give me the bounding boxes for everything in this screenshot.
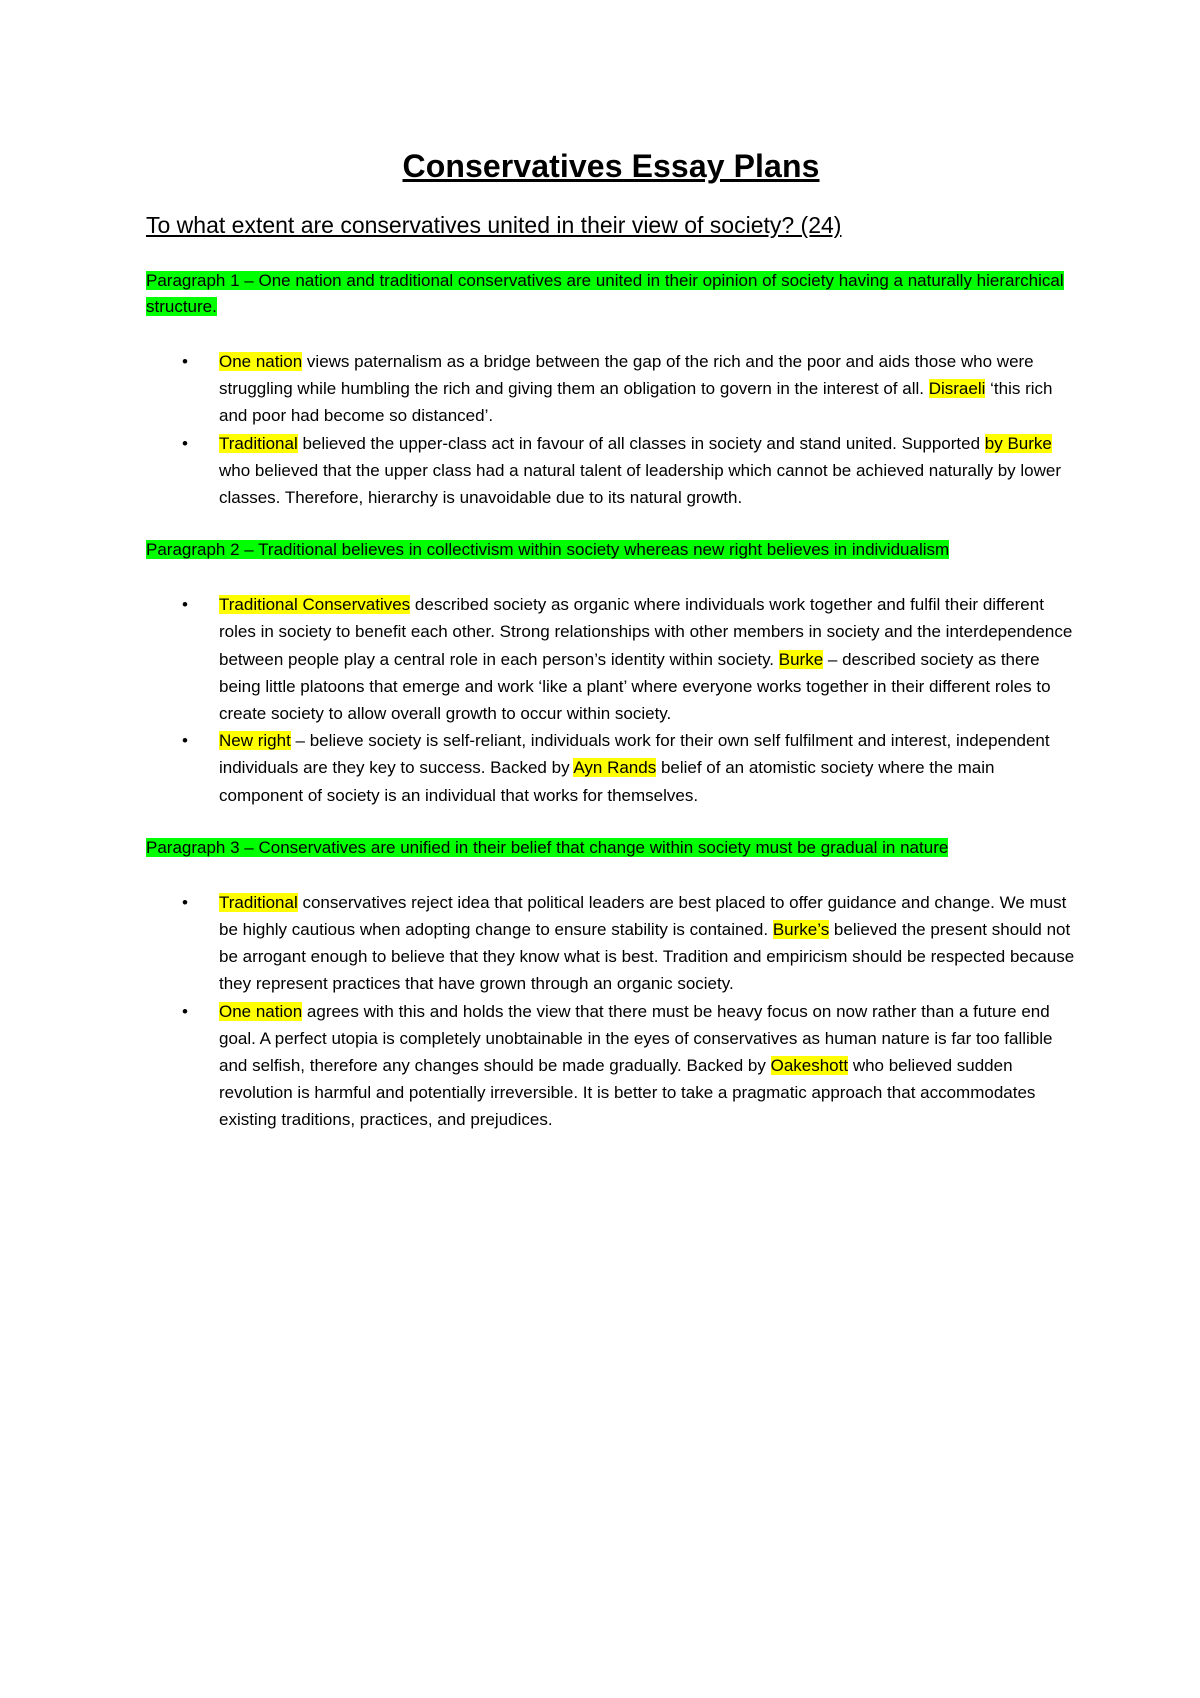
paragraph-heading <box>146 268 1076 320</box>
essay-paragraphs <box>146 268 1076 1134</box>
paragraph-heading-text: Paragraph 2 – Traditional believes in collectivism within society whereas new right believes in individualism <box>146 540 950 560</box>
bullet-point <box>146 889 1076 998</box>
highlighted-keyword: Traditional <box>219 892 298 912</box>
bullet-point <box>146 348 1076 430</box>
bullet-icon: • <box>182 1001 188 1021</box>
bullet-text: believed the present should not be arrogant enough to believe that they know what is best. Tradition and empiricism should be respected because they represent practices that have grown through an organic society. <box>219 920 1075 994</box>
highlighted-keyword: Traditional Conservatives <box>219 595 411 615</box>
highlighted-keyword: One nation <box>219 1001 303 1021</box>
bullet-icon: • <box>182 892 188 912</box>
bullet-text: who believed that the upper class had a natural talent of leadership which cannot be achieved naturally by lower classes. Therefore, hierarchy is unavoidable due to its natural growth. <box>219 460 1062 508</box>
bullet-text: believed the upper-class act in favour of all classes in society and stand united. Supported <box>297 433 985 453</box>
highlighted-keyword: Burke <box>778 649 824 669</box>
bullet-text: belief of an atomistic society where the main component of society is an individual that works for themselves. <box>219 758 995 805</box>
paragraph-heading <box>146 537 1076 563</box>
bullet-text: – believe society is self-reliant, individuals work for their own self fulfilment and interest, independent individuals are they key to success. Backed by <box>219 731 1050 778</box>
highlighted-keyword: Traditional <box>219 433 298 453</box>
highlighted-keyword: by Burke <box>984 433 1052 453</box>
bullet-text: ‘this rich and poor had become so distanced’. <box>219 379 1053 426</box>
paragraph-heading-text: Paragraph 1 – One nation and traditional conservatives are united in their opinion of society having a naturally hierarchical structure. <box>146 271 1064 316</box>
bullet-icon: • <box>182 352 188 371</box>
bullet-point <box>146 998 1076 1134</box>
bullet-text: who believed sudden revolution is harmful and potentially irreversible. It is better to take a pragmatic approach that accommodates existing traditions, practices, and prejudices. <box>219 1056 1036 1130</box>
bullet-text: agrees with this and holds the view that there must be heavy focus on now rather than a future end goal. A perfect utopia is completely unobtainable in the eyes of conservatives as human nature is far too fallible and selfish, therefore any changes should be made gradually. Backed by <box>219 1001 1053 1076</box>
highlighted-keyword: Ayn Rands <box>573 758 657 778</box>
bullet-point <box>146 727 1076 809</box>
document-body <box>146 146 1076 1160</box>
bullet-point <box>146 591 1076 727</box>
bullet-text: views paternalism as a bridge between the gap of the rich and the poor and aids those who were struggling while humbling the rich and giving them an obligation to govern in the interest of all. <box>219 352 1034 399</box>
bullet-list <box>146 348 1076 511</box>
paragraph-heading-text: Paragraph 3 – Conservatives are unified in their belief that change within society must be gradual in nature <box>146 837 949 857</box>
highlighted-keyword: Disraeli <box>928 379 986 399</box>
bullet-icon: • <box>182 433 188 453</box>
bullet-list <box>146 889 1076 1134</box>
paragraph-heading <box>146 835 1076 861</box>
bullet-icon: • <box>182 731 188 751</box>
document-title: Conservatives Essay Plans <box>402 148 820 184</box>
highlighted-keyword: Oakeshott <box>770 1056 849 1076</box>
highlighted-keyword: Burke’s <box>772 920 830 940</box>
highlighted-keyword: One nation <box>219 352 303 371</box>
essay-question: To what extent are conservatives united in their view of society? (24) <box>146 212 842 238</box>
bullet-point <box>146 430 1076 512</box>
bullet-text: conservatives reject idea that political leaders are best placed to offer guidance and change. We must be highly cautious when adopting change to ensure stability is contained. <box>219 892 1067 940</box>
bullet-text: described society as organic where individuals work together and fulfil their different roles in society to benefit each other. Strong relationships with other members in society and the interdependence between people play a central role in each person’s identity within society. <box>219 595 1073 669</box>
bullet-list <box>146 591 1076 809</box>
bullet-icon: • <box>182 595 188 615</box>
bullet-text: – described society as there being little platoons that emerge and work ‘like a plant’ where everyone works together in their different roles to create society to allow overall growth to occur within society. <box>219 649 1051 724</box>
highlighted-keyword: New right <box>219 731 291 751</box>
